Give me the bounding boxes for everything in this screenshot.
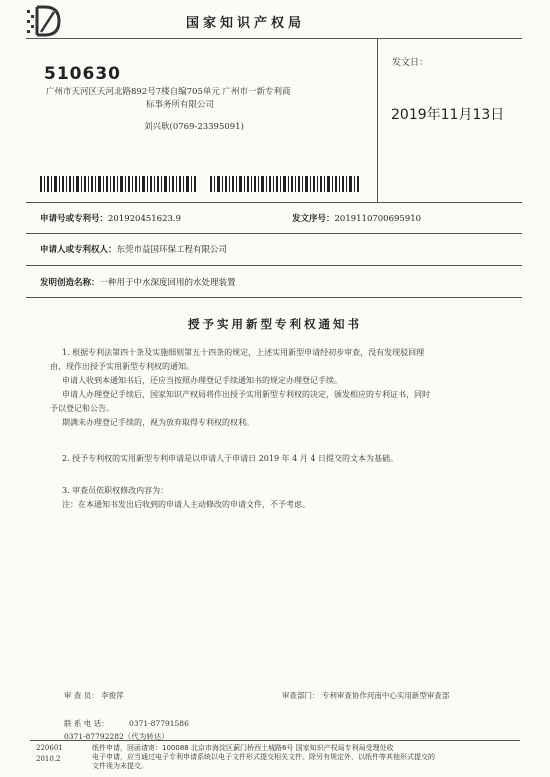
applicant-field [40, 243, 227, 255]
serial-number-label: 发文序号： [292, 214, 335, 224]
examiner-name: 李俊萍 [101, 691, 124, 700]
instruction-line: 文件视为未提交。 [92, 762, 148, 770]
fields-divider [26, 265, 522, 266]
department-name: 专利审查协作河南中心实用新型审查部 [321, 691, 450, 700]
barcode-right [210, 176, 360, 192]
contact-phone [64, 718, 189, 729]
invention-title-field [40, 276, 236, 288]
department-label: 审查部门： [282, 691, 320, 700]
recipient-address [46, 86, 376, 112]
application-number-field [40, 212, 181, 224]
dispatch-date: 2019年11月13日 [391, 107, 505, 123]
paragraph-line: 予以登记和公告。 [50, 404, 114, 413]
header-divider [26, 38, 522, 39]
footer-divider [30, 740, 520, 741]
applicant-label: 申请人或专利权人： [40, 245, 117, 255]
form-version: 2010.2 [36, 755, 61, 763]
paragraph-line: 由，现作出授予实用新型专利权的通知。 [50, 362, 194, 371]
invention-title: 一种用于中水深度回用的水处理装置 [99, 278, 236, 288]
fields-divider [26, 297, 522, 298]
examination-department [282, 690, 449, 701]
dispatch-date-label: 发文日： [392, 58, 429, 68]
phone-number: 0371-87791586 [129, 719, 189, 728]
notice-paragraph-1 [50, 346, 505, 430]
fields-divider [26, 233, 522, 234]
fields-divider [26, 202, 522, 203]
examiner-label: 审 查 员： [64, 691, 99, 700]
paragraph-line: 申请人办理登记手续后，国家知识产权局将作出授予实用新型专利权的决定，颁发相应的专利证书，同时 [62, 390, 430, 399]
barcode-left [40, 176, 198, 192]
contact-person: 刘兴耿(0769-23395091) [144, 122, 244, 132]
address-line: 广州市天河区天河北路892号7楼自编705单元 广州市一新专利商 [46, 87, 291, 97]
paragraph-line: 1. 根据专利法第四十条及实施细则第五十四条的规定，上述实用新型申请经初步审查，没有发现驳回理 [62, 348, 425, 357]
notice-paragraph-2 [50, 452, 505, 466]
form-code: 220601 [36, 744, 63, 752]
cnipa-logo [26, 4, 66, 38]
address-line: 标事务所有限公司 [146, 100, 215, 110]
application-number: 201920451623.9 [108, 214, 182, 224]
paragraph-line: 申请人收到本通知书后，还应当按照办理登记手续通知书的规定办理登记手续。 [62, 376, 342, 385]
application-number-label: 申请号或专利号： [40, 214, 109, 224]
serial-number: 2019110700695910 [334, 214, 422, 224]
serial-number-field [292, 212, 421, 224]
examiner [64, 690, 124, 701]
paragraph-line: 期满未办理登记手续的，视为放弃取得专利权的权利。 [62, 418, 254, 427]
office-name: 国家知识产权局 [186, 16, 306, 31]
applicant-name: 东莞市益国环保工程有限公司 [116, 245, 228, 255]
phone-label: 联 系 电 话： [64, 719, 109, 728]
postcode: 510630 [44, 64, 121, 84]
paragraph-line: 注：在本通知书发出后收到的申请人主动修改的申请文件，不予考虑。 [62, 500, 310, 509]
mailing-instructions [92, 744, 512, 771]
notice-title: 授予实用新型专利权通知书 [188, 317, 362, 331]
instruction-line: 电子申请，应当通过电子专利申请系统以电子文件形式提交相关文件。除另有规定外，以纸件等其他形式提交的 [92, 753, 435, 761]
paragraph-line: 2. 授予专利权的实用新型专利申请是以申请人于申请日 2019 年 4 月 4 日提交的文本为基础。 [62, 454, 398, 463]
contact-phone-secondary: 0371-87792282（代为转达） [64, 732, 169, 741]
notice-paragraph-3 [50, 484, 505, 512]
address-box-divider [377, 38, 378, 202]
invention-title-label: 发明创造名称： [40, 278, 100, 288]
instruction-line: 纸件申请，回函请寄：100088 北京市海淀区蓟门桥西土城路6号 国家知识产权局专利局受理处收 [92, 744, 394, 752]
paragraph-line: 3. 审查员依职权修改内容为： [62, 486, 169, 495]
